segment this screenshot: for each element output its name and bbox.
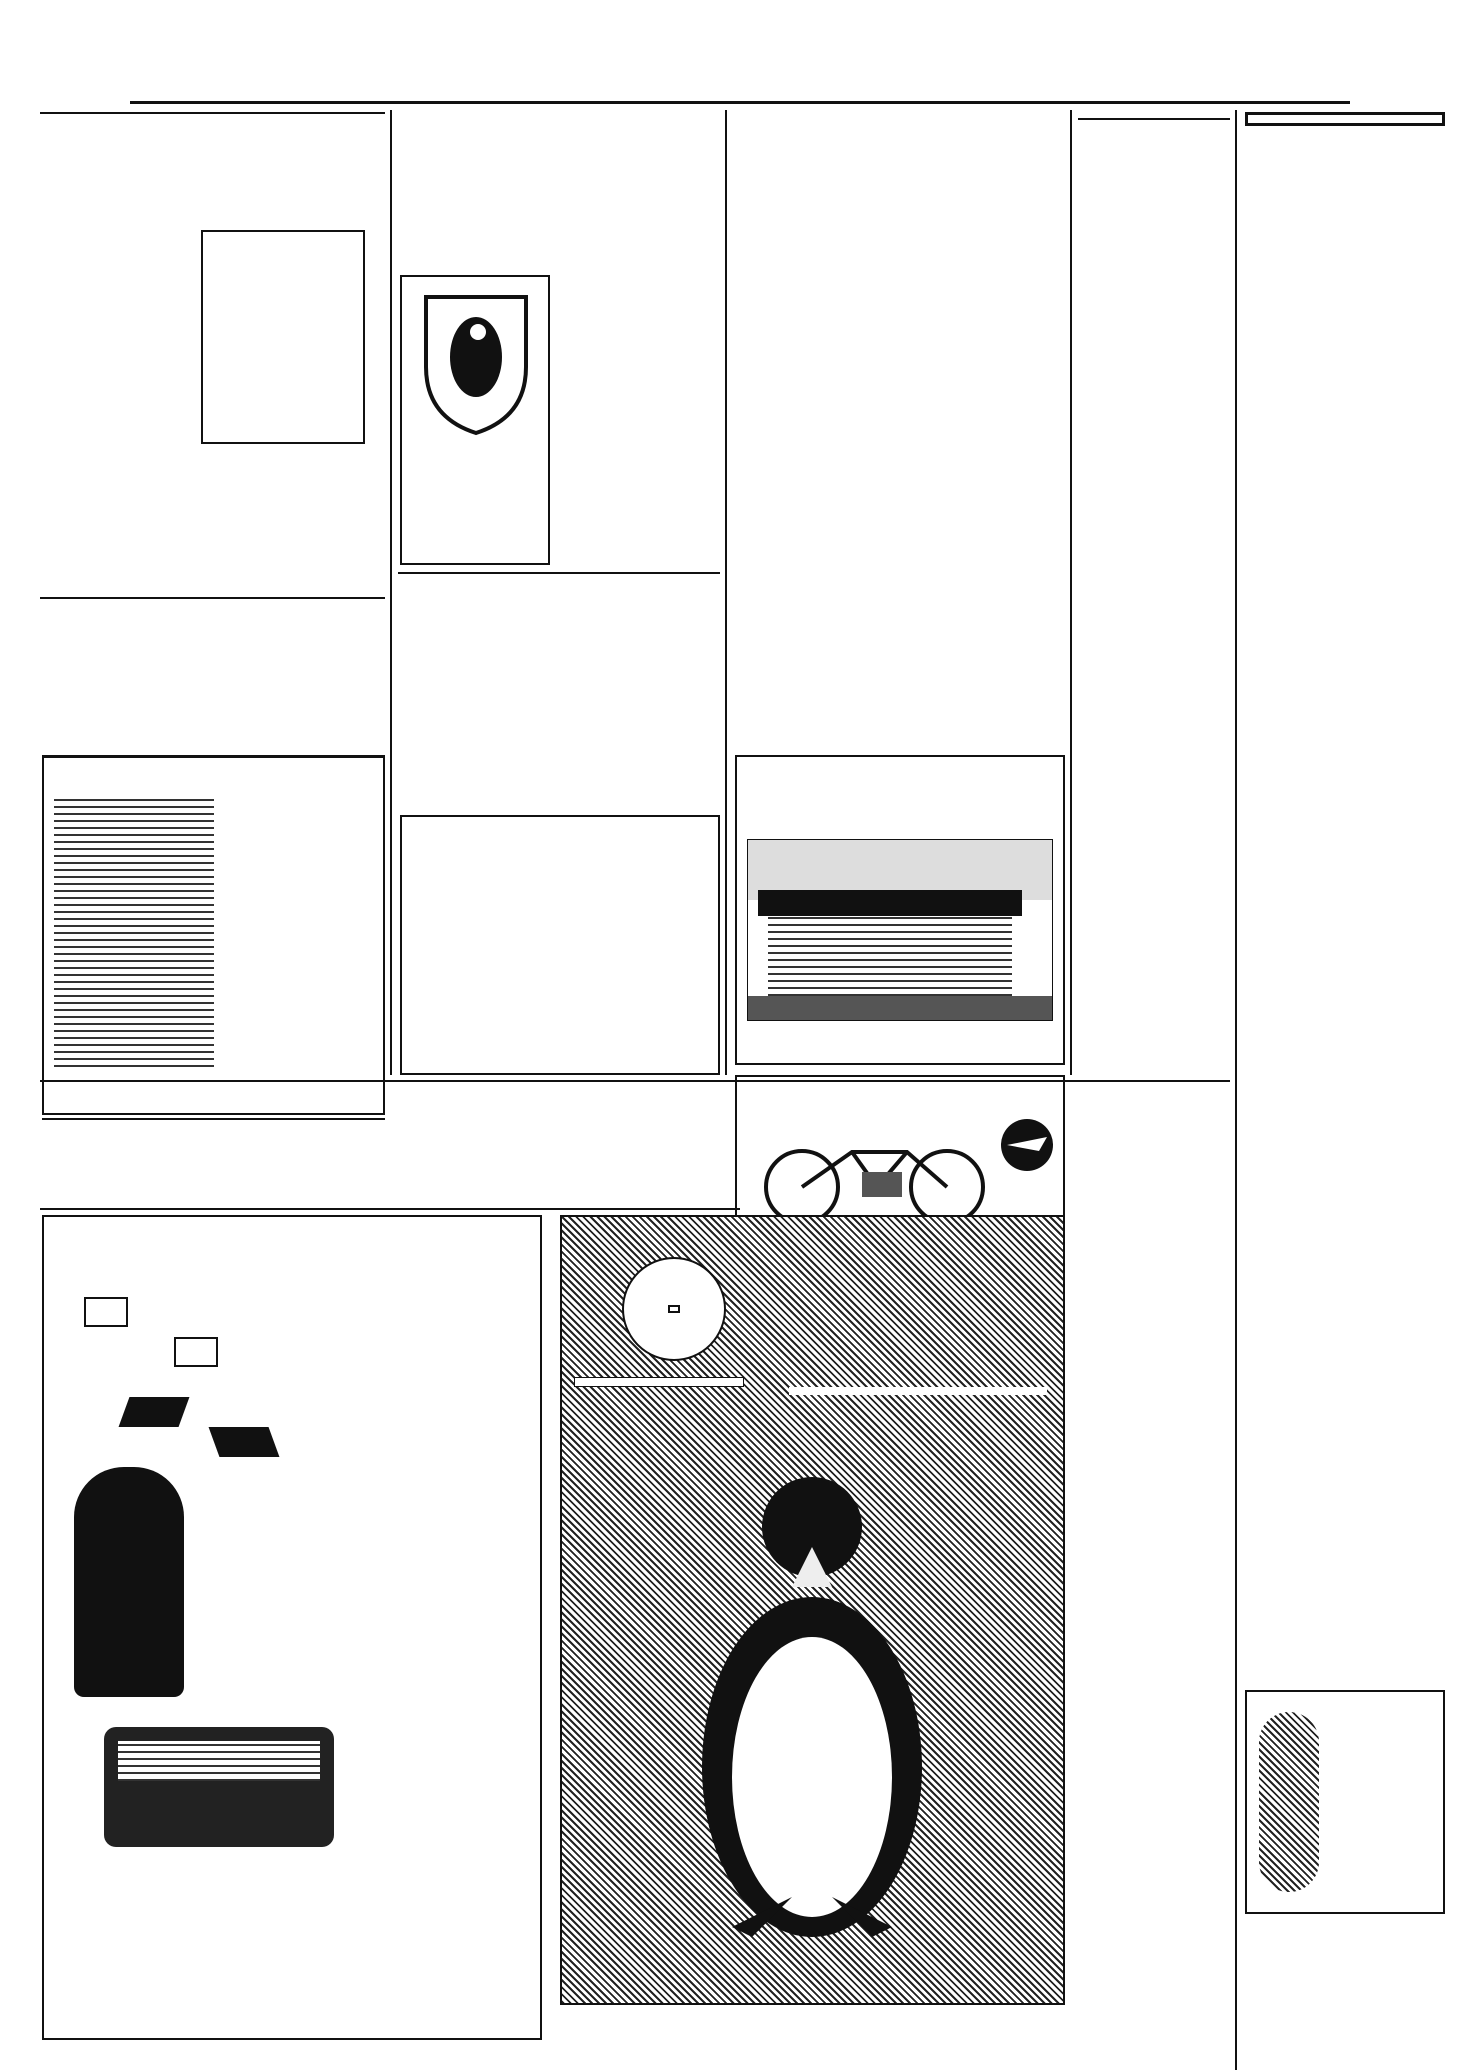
ad-cekop [560, 1215, 1065, 2005]
news-body [905, 292, 1065, 472]
ad-sale [50, 1922, 534, 1944]
crossword-down [40, 452, 385, 592]
typewriter-icon [104, 1727, 334, 1847]
section-body [1078, 1370, 1230, 1810]
ad-school [398, 572, 720, 812]
column-rule [1070, 110, 1072, 1075]
ad-mehman [735, 755, 1065, 1065]
inja-body [732, 415, 900, 505]
horizontal-rule [40, 1208, 740, 1210]
column-rule [1235, 110, 1237, 2070]
ad-sale [50, 1972, 534, 1994]
section-body [1078, 1000, 1230, 1370]
column-inja [732, 165, 900, 625]
parrot-shield-icon [420, 287, 532, 437]
inja-body [732, 165, 900, 295]
cekop-fa-copy [789, 1387, 1047, 1395]
wing-logo-icon [999, 1117, 1055, 1173]
inja-body-extra [732, 628, 900, 748]
ad-body [398, 574, 720, 718]
news-body [905, 472, 1065, 642]
column-readers [1078, 112, 1230, 2042]
exporter-box [574, 1377, 744, 1387]
article-body [1245, 130, 1445, 650]
ad-wright [42, 755, 385, 1115]
cekop-logo [622, 1257, 726, 1361]
column-crossword [40, 112, 385, 752]
inja-body [732, 295, 900, 415]
tire-icon [1259, 1712, 1319, 1892]
section-body [1078, 500, 1230, 1000]
readers-logo [1078, 112, 1230, 120]
column-enteghad [1245, 112, 1445, 2042]
ad-address [398, 718, 720, 758]
ad-body [737, 761, 1063, 835]
blinds-image [54, 797, 214, 1067]
column-medal [398, 112, 548, 272]
tire-ad [1245, 1690, 1445, 1914]
building-photo [747, 839, 1053, 1021]
ad-agency [50, 1897, 534, 1919]
article-body [1245, 650, 1445, 1170]
crossword-row-numbers [367, 230, 385, 440]
penguin-text [752, 1667, 862, 1817]
section-body [1078, 120, 1230, 500]
ad-body [215, 892, 375, 972]
woman-silhouette-icon [74, 1467, 184, 1697]
enteghad-logo [1245, 112, 1445, 126]
crossword-across [40, 207, 185, 447]
column-monkeys [905, 112, 1065, 672]
medal-body [398, 112, 548, 242]
ad-acoustic [400, 815, 720, 1075]
ad-agent [215, 982, 375, 1042]
inja-body [732, 628, 900, 748]
ad-body [402, 817, 718, 941]
ad-gum [400, 275, 550, 565]
moped-icon [757, 1117, 997, 1227]
ad-hotel [42, 1118, 385, 1188]
ad-sale [50, 1947, 534, 1969]
article-body [1245, 1170, 1445, 1680]
column-rule [725, 110, 727, 1075]
news-body [905, 112, 1065, 292]
column-rule [390, 110, 392, 1075]
solution-title [40, 597, 385, 599]
ad-optima [42, 1215, 542, 2040]
ad-title [44, 757, 383, 758]
masthead [130, 70, 1350, 104]
crossword-grid [201, 230, 365, 444]
solution-body [40, 622, 385, 722]
